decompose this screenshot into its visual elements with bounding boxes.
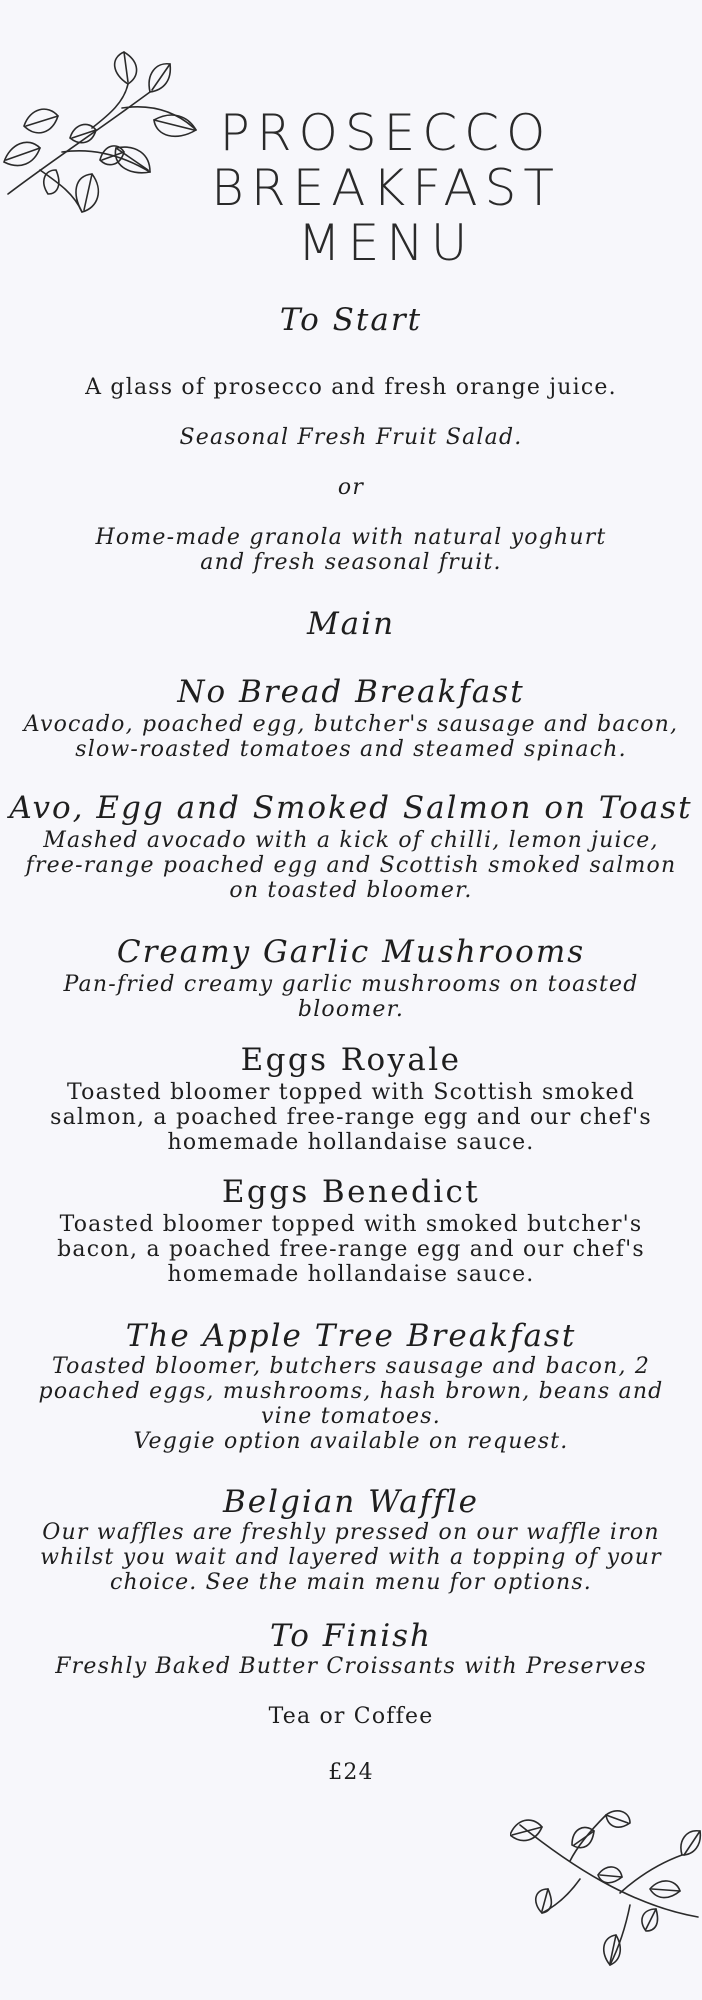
leaf-branch-icon [510,1805,702,1975]
title-line-1: PROSECCO [219,104,553,162]
dish-description-line: Toasted bloomer topped with Scottish smoked [66,1080,635,1105]
menu-price: £24 [328,1760,374,1785]
dish-description-line: choice. See the main menu for options. [109,1570,592,1595]
dish-description-line: Toasted bloomer topped with smoked butcher's [59,1212,643,1237]
finish-item-croissants: Freshly Baked Butter Croissants with Preserves [55,1654,647,1679]
dish-description-line: Our waffles are freshly pressed on our waffle iron [42,1520,660,1545]
dish-description-line: Avocado, poached egg, butcher's sausage and bacon, [23,712,679,737]
section-heading-to-finish: To Finish [270,1618,432,1654]
dish-description-line: Toasted bloomer, butchers sausage and bacon, 2 [51,1354,651,1379]
dish-description-line: bloomer. [297,997,405,1022]
section-heading-to-start: To Start [279,302,423,338]
dish-description-line: Mashed avocado with a kick of chilli, lemon juice, [43,828,659,853]
dish-name: Creamy Garlic Mushrooms [116,934,586,970]
start-item-prosecco: A glass of prosecco and fresh orange juice. [85,375,617,400]
dish-description-line: free-range poached egg and Scottish smoked salmon [25,853,677,878]
start-item-granola-line1: Home-made granola with natural yoghurt [95,525,607,550]
title-line-2: BREAKFAST [211,159,561,217]
dish-description-line: homemade hollandaise sauce. [167,1262,535,1287]
start-item-fruit-salad: Seasonal Fresh Fruit Salad. [179,425,523,450]
dish-description-line: Pan-fried creamy garlic mushrooms on toasted [63,972,639,997]
dish-description-line: slow-roasted tomatoes and steamed spinach. [75,737,627,762]
dish-description-line: poached eggs, mushrooms, hash brown, beans and [38,1379,664,1404]
dish-name: The Apple Tree Breakfast [125,1318,577,1354]
dish-name: Avo, Egg and Smoked Salmon on Toast [9,790,693,826]
dish-description-line: bacon, a poached free-range egg and our chef's [57,1237,645,1262]
leaf-branch-icon [0,44,210,234]
title-line-3: MENU [297,214,475,272]
dish-description-line: on toasted bloomer. [229,878,473,903]
start-item-granola-line2: and fresh seasonal fruit. [200,550,502,575]
start-or: or [337,475,365,500]
menu-title [196,106,576,271]
dish-description-line: whilst you wait and layered with a topping of your [40,1545,662,1570]
dish-description-line: Veggie option available on request. [133,1429,569,1454]
dish-description-line: salmon, a poached free-range egg and our chef's [50,1105,652,1130]
dish-description-line: homemade hollandaise sauce. [167,1130,535,1155]
dish-name: No Bread Breakfast [177,674,525,710]
dish-name: Eggs Royale [240,1042,462,1078]
dish-name: Eggs Benedict [221,1174,481,1210]
dish-name: Belgian Waffle [223,1484,479,1520]
finish-item-tea-coffee: Tea or Coffee [268,1704,434,1729]
section-heading-main: Main [306,606,396,642]
dish-description-line: vine tomatoes. [261,1404,441,1429]
